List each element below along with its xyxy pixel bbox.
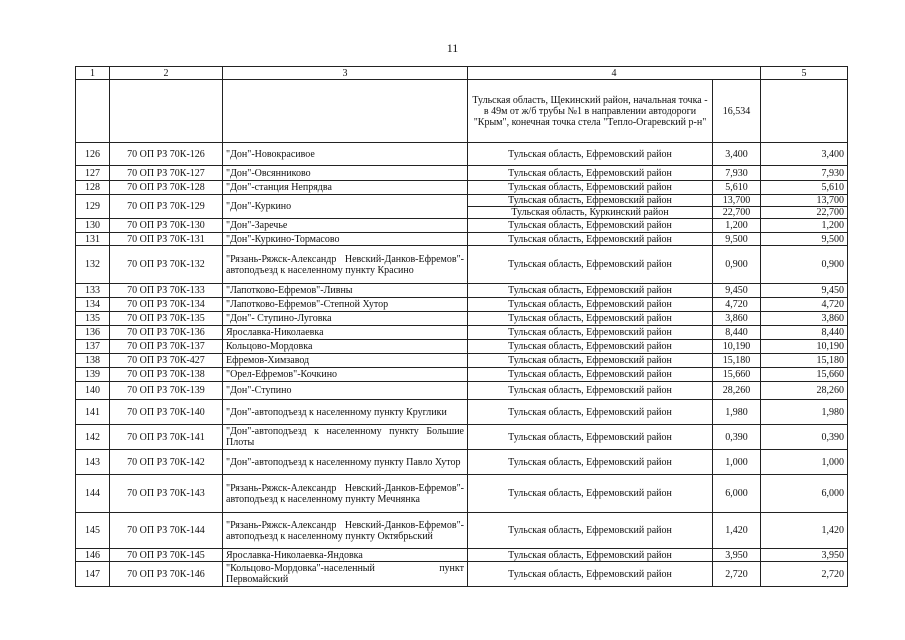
road-total: 3,950	[761, 549, 848, 562]
road-total: 1,420	[761, 513, 848, 549]
intro-length: 16,534	[713, 80, 761, 143]
road-total: 4,720	[761, 298, 848, 312]
table-row	[76, 354, 848, 368]
road-name: "Рязань-Ряжск-Александр Невский-Данков-Ефремов"-автоподъезд к населенному пункту Мечнянка	[223, 475, 468, 513]
road-name: "Дон"-станция Непрядва	[223, 181, 468, 195]
road-location: Тульская область, Ефремовский район	[468, 312, 713, 326]
road-location: Тульская область, Ефремовский район	[468, 340, 713, 354]
row-number: 138	[76, 354, 110, 368]
row-number: 129	[76, 195, 110, 219]
road-name: "Дон"-Заречье	[223, 219, 468, 233]
header-cell-4: 4	[468, 67, 761, 80]
road-length: 2,720	[713, 562, 761, 587]
road-length: 0,900	[713, 246, 761, 284]
intro-total-cell	[761, 80, 848, 143]
road-location: Тульская область, Ефремовский район	[468, 354, 713, 368]
road-total: 1,200	[761, 219, 848, 233]
road-length: 1,420	[713, 513, 761, 549]
header-cell-3: 3	[223, 67, 468, 80]
road-id: 70 ОП РЗ 70К-142	[110, 450, 223, 475]
road-name: "Дон"-Куркино	[223, 195, 468, 219]
road-length: 8,440	[713, 326, 761, 340]
row-number: 135	[76, 312, 110, 326]
road-id: 70 ОП РЗ 70К-136	[110, 326, 223, 340]
road-location: Тульская область, Ефремовский район	[468, 326, 713, 340]
road-name: "Дон"- Ступино-Луговка	[223, 312, 468, 326]
road-location: Тульская область, Ефремовский район	[468, 195, 713, 207]
road-total: 13,700	[761, 195, 848, 207]
road-total: 3,860	[761, 312, 848, 326]
row-number: 133	[76, 284, 110, 298]
road-length: 5,610	[713, 181, 761, 195]
road-location: Тульская область, Ефремовский район	[468, 400, 713, 425]
row-number: 143	[76, 450, 110, 475]
table-row	[76, 549, 848, 562]
table-row	[76, 143, 848, 166]
road-id: 70 ОП РЗ 70К-146	[110, 562, 223, 587]
road-total: 9,450	[761, 284, 848, 298]
road-location: Тульская область, Ефремовский район	[468, 450, 713, 475]
road-location: Тульская область, Ефремовский район	[468, 284, 713, 298]
road-name: "Орел-Ефремов"-Кочкино	[223, 368, 468, 382]
road-name: "Дон"-Ступино	[223, 382, 468, 400]
intro-num-cell	[76, 80, 110, 143]
row-number: 132	[76, 246, 110, 284]
table-row	[76, 166, 848, 181]
roads-table	[75, 66, 848, 587]
table-row	[76, 400, 848, 425]
road-id: 70 ОП РЗ 70К-138	[110, 368, 223, 382]
road-length: 9,450	[713, 284, 761, 298]
page-number: 11	[446, 41, 459, 55]
road-total: 15,180	[761, 354, 848, 368]
road-id: 70 ОП РЗ 70К-137	[110, 340, 223, 354]
road-length: 1,000	[713, 450, 761, 475]
road-name: Ярославка-Николаевка	[223, 326, 468, 340]
road-length: 0,390	[713, 425, 761, 450]
road-total: 6,000	[761, 475, 848, 513]
table-row	[76, 326, 848, 340]
row-number: 141	[76, 400, 110, 425]
header-cell-1: 1	[76, 67, 110, 80]
road-length: 28,260	[713, 382, 761, 400]
table-row	[76, 475, 848, 513]
road-name: "Рязань-Ряжск-Александр Невский-Данков-Ефремов"-автоподъезд к населенному пункту Красино	[223, 246, 468, 284]
row-number: 145	[76, 513, 110, 549]
row-number: 128	[76, 181, 110, 195]
road-name: Ефремов-Химзавод	[223, 354, 468, 368]
table-row	[76, 298, 848, 312]
road-id: 70 ОП РЗ 70К-129	[110, 195, 223, 219]
road-length: 3,400	[713, 143, 761, 166]
road-location: Тульская область, Ефремовский район	[468, 425, 713, 450]
row-number: 127	[76, 166, 110, 181]
road-length: 15,180	[713, 354, 761, 368]
road-location: Тульская область, Ефремовский район	[468, 246, 713, 284]
intro-location: Тульская область, Щекинский район, начальная точка - в 49м от ж/б трубы №1 в направлении автодороги "Крым", конечная точка стела "Тепло-Огаревский р-н"	[468, 80, 713, 143]
intro-id-cell	[110, 80, 223, 143]
table-row	[76, 382, 848, 400]
row-number: 147	[76, 562, 110, 587]
road-total: 2,720	[761, 562, 848, 587]
table-row	[76, 233, 848, 246]
road-location: Тульская область, Ефремовский район	[468, 233, 713, 246]
intro-name-cell	[223, 80, 468, 143]
road-length: 1,980	[713, 400, 761, 425]
row-number: 144	[76, 475, 110, 513]
road-id: 70 ОП РЗ 70К-143	[110, 475, 223, 513]
row-number: 137	[76, 340, 110, 354]
road-location: Тульская область, Ефремовский район	[468, 298, 713, 312]
road-name: "Лапотково-Ефремов"-Степной Хутор	[223, 298, 468, 312]
road-name: Ярославка-Николаевка-Яндовка	[223, 549, 468, 562]
road-id: 70 ОП РЗ 70К-144	[110, 513, 223, 549]
road-name: "Дон"-автоподъезд к населенному пункту Большие Плоты	[223, 425, 468, 450]
road-total: 3,400	[761, 143, 848, 166]
road-id: 70 ОП РЗ 70К-133	[110, 284, 223, 298]
road-name: "Рязань-Ряжск-Александр Невский-Данков-Ефремов"-автоподъезд к населенному пункту Октябрьский	[223, 513, 468, 549]
road-location: Тульская область, Ефремовский район	[468, 513, 713, 549]
road-length: 1,200	[713, 219, 761, 233]
road-total: 15,660	[761, 368, 848, 382]
road-length: 6,000	[713, 475, 761, 513]
road-name: "Дон"-автоподъезд к населенному пункту Павло Хутор	[223, 450, 468, 475]
road-location: Тульская область, Ефремовский район	[468, 143, 713, 166]
road-total: 8,440	[761, 326, 848, 340]
road-id: 70 ОП РЗ 70К-128	[110, 181, 223, 195]
road-id: 70 ОП РЗ 70К-135	[110, 312, 223, 326]
row-number: 136	[76, 326, 110, 340]
table-row	[76, 450, 848, 475]
road-location: Тульская область, Куркинский район	[468, 207, 713, 219]
road-total: 10,190	[761, 340, 848, 354]
road-total: 22,700	[761, 207, 848, 219]
road-location: Тульская область, Ефремовский район	[468, 181, 713, 195]
road-id: 70 ОП РЗ 70К-145	[110, 549, 223, 562]
table-row	[76, 195, 848, 207]
road-total: 1,980	[761, 400, 848, 425]
road-location: Тульская область, Ефремовский район	[468, 549, 713, 562]
road-total: 1,000	[761, 450, 848, 475]
row-number: 134	[76, 298, 110, 312]
road-total: 28,260	[761, 382, 848, 400]
road-length: 7,930	[713, 166, 761, 181]
road-length: 4,720	[713, 298, 761, 312]
road-id: 70 ОП РЗ 70К-139	[110, 382, 223, 400]
road-id: 70 ОП РЗ 70К-427	[110, 354, 223, 368]
intro-row	[76, 80, 848, 143]
table-row	[76, 513, 848, 549]
table-row	[76, 181, 848, 195]
road-id: 70 ОП РЗ 70К-131	[110, 233, 223, 246]
row-number: 131	[76, 233, 110, 246]
table-row	[76, 312, 848, 326]
road-location: Тульская область, Ефремовский район	[468, 475, 713, 513]
road-id: 70 ОП РЗ 70К-140	[110, 400, 223, 425]
road-name: "Дон"-Куркино-Тормасово	[223, 233, 468, 246]
road-total: 5,610	[761, 181, 848, 195]
road-id: 70 ОП РЗ 70К-126	[110, 143, 223, 166]
header-row	[76, 67, 848, 80]
road-location: Тульская область, Ефремовский район	[468, 368, 713, 382]
road-length: 22,700	[713, 207, 761, 219]
road-length: 15,660	[713, 368, 761, 382]
road-name: "Кольцово-Мордовка"-населенный пункт Первомайский	[223, 562, 468, 587]
table-row	[76, 284, 848, 298]
row-number: 146	[76, 549, 110, 562]
road-name: "Лапотково-Ефремов"-Ливны	[223, 284, 468, 298]
table-row	[76, 425, 848, 450]
road-total: 0,390	[761, 425, 848, 450]
road-length: 3,860	[713, 312, 761, 326]
road-id: 70 ОП РЗ 70К-127	[110, 166, 223, 181]
header-cell-2: 2	[110, 67, 223, 80]
road-total: 7,930	[761, 166, 848, 181]
road-length: 3,950	[713, 549, 761, 562]
row-number: 142	[76, 425, 110, 450]
table-row	[76, 246, 848, 284]
road-total: 0,900	[761, 246, 848, 284]
road-location: Тульская область, Ефремовский район	[468, 219, 713, 233]
road-location: Тульская область, Ефремовский район	[468, 166, 713, 181]
road-id: 70 ОП РЗ 70К-141	[110, 425, 223, 450]
road-total: 9,500	[761, 233, 848, 246]
road-length: 13,700	[713, 195, 761, 207]
row-number: 126	[76, 143, 110, 166]
road-id: 70 ОП РЗ 70К-132	[110, 246, 223, 284]
road-name: Кольцово-Мордовка	[223, 340, 468, 354]
road-location: Тульская область, Ефремовский район	[468, 382, 713, 400]
road-id: 70 ОП РЗ 70К-130	[110, 219, 223, 233]
road-name: "Дон"-Новокрасивое	[223, 143, 468, 166]
row-number: 140	[76, 382, 110, 400]
row-number: 130	[76, 219, 110, 233]
road-length: 9,500	[713, 233, 761, 246]
table-row	[76, 562, 848, 587]
row-number: 139	[76, 368, 110, 382]
table-row	[76, 368, 848, 382]
road-name: "Дон"-Овсянниково	[223, 166, 468, 181]
table-row	[76, 340, 848, 354]
road-length: 10,190	[713, 340, 761, 354]
table-row	[76, 219, 848, 233]
header-cell-5: 5	[761, 67, 848, 80]
road-name: "Дон"-автоподъезд к населенному пункту Круглики	[223, 400, 468, 425]
road-id: 70 ОП РЗ 70К-134	[110, 298, 223, 312]
road-location: Тульская область, Ефремовский район	[468, 562, 713, 587]
